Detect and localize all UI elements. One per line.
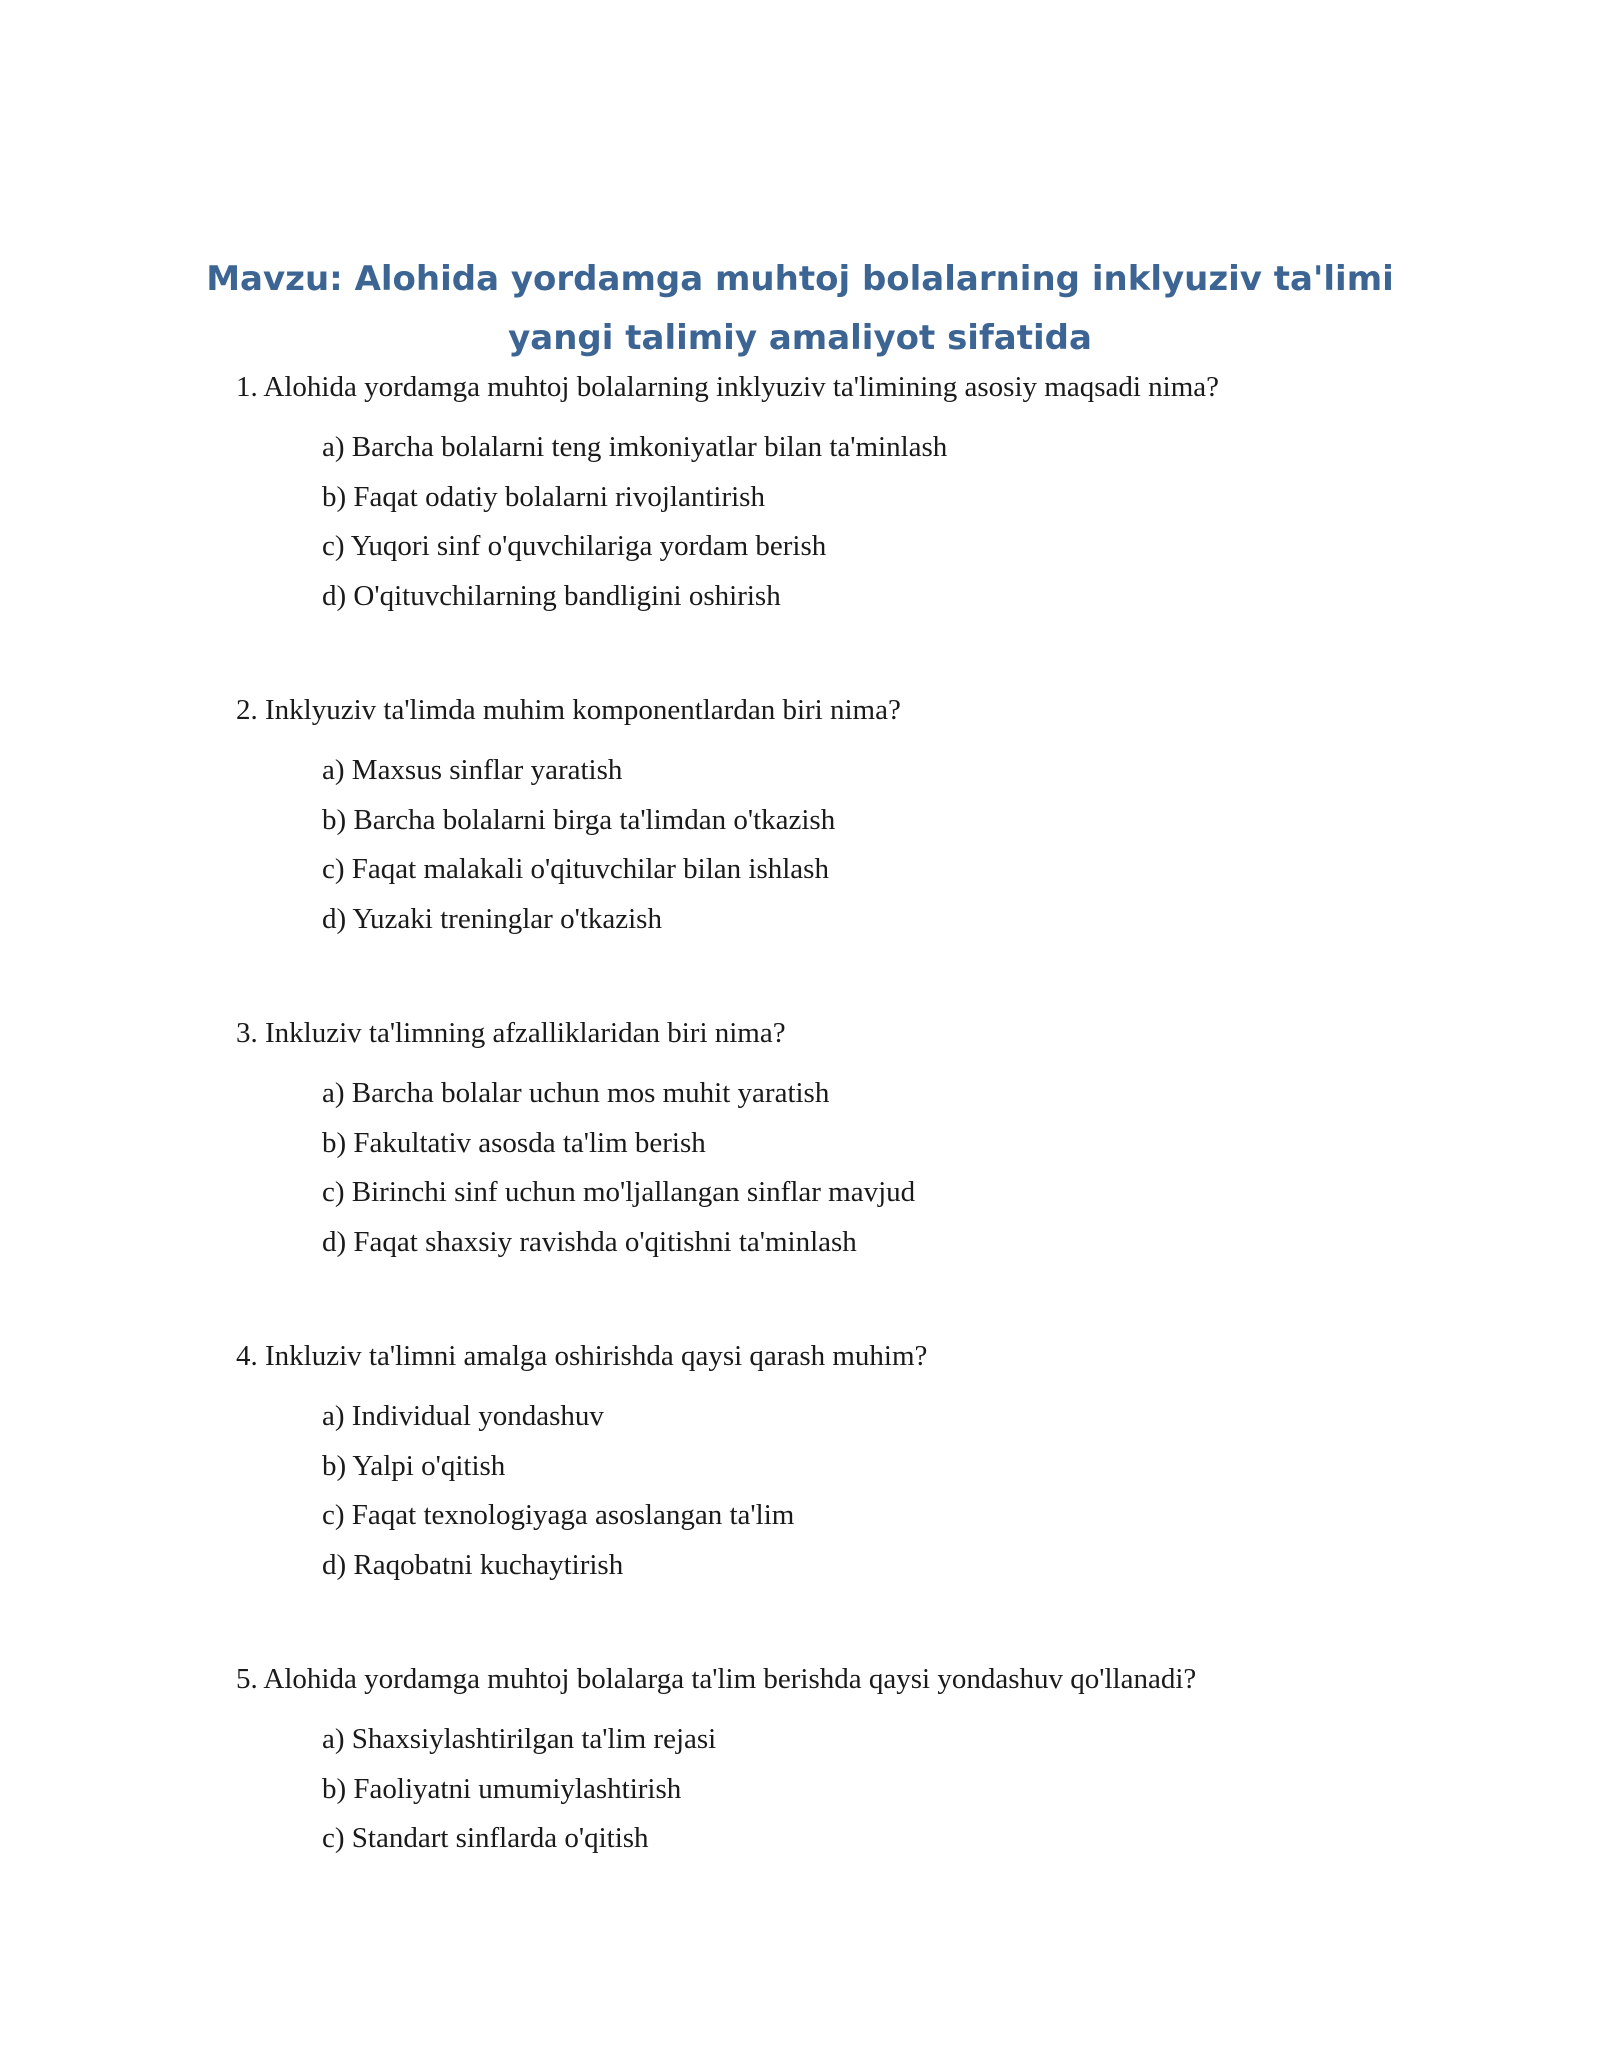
answer-option-b: b) Faqat odatiy bolalarni rivojlantirish: [322, 480, 765, 513]
answer-options: [236, 1069, 1436, 1267]
answer-option-a: a) Individual yondashuv: [322, 1400, 604, 1432]
question-list: [236, 367, 1436, 1982]
question-text: 1. Alohida yordamga muhtoj bolalarning inklyuziv ta'limining asosiy maqsadi nima?: [236, 371, 1220, 403]
answer-option-a: a) Maxsus sinflar yaratish: [322, 754, 623, 786]
answer-option-d: d) Yuzaki treninglar o'tkazish: [322, 902, 662, 935]
question-5: [236, 1659, 1436, 1982]
title-line-1: Mavzu: Alohida yordamga muhtoj bolalarning inklyuziv ta'limi: [206, 259, 1394, 299]
answer-option-c: c) Birinchi sinf uchun mo'ljallangan sinflar mavjud: [322, 1176, 916, 1208]
answer-option-d: d) Faqat shaxsiy ravishda o'qitishni ta'minlash: [322, 1225, 857, 1258]
title-line-2: yangi talimiy amaliyot sifatida: [508, 318, 1092, 358]
question-text: 4. Inkluziv ta'limni amalga oshirishda qaysi qarash muhim?: [236, 1340, 928, 1372]
answer-option-c: c) Yuqori sinf o'quvchilariga yordam berish: [322, 530, 827, 562]
answer-option-b: b) Barcha bolalarni birga ta'limdan o'tkazish: [322, 803, 836, 836]
answer-option-c: c) Faqat texnologiyaga asoslangan ta'lim: [322, 1499, 795, 1531]
answer-option-d: d) O'qituvchilarning bandligini oshirish: [322, 579, 781, 612]
answer-option-b: b) Yalpi o'qitish: [322, 1449, 506, 1482]
answer-options: [236, 1392, 1436, 1590]
answer-options: [236, 1715, 1436, 1864]
answer-option-c: c) Faqat malakali o'qituvchilar bilan ishlash: [322, 853, 829, 885]
question-3: [236, 1013, 1436, 1336]
question-text: 2. Inklyuziv ta'limda muhim komponentlardan biri nima?: [236, 694, 901, 726]
answer-option-a: a) Barcha bolalar uchun mos muhit yaratish: [322, 1077, 830, 1109]
answer-options: [236, 423, 1436, 621]
document-title: [200, 250, 1400, 368]
answer-option-a: a) Barcha bolalarni teng imkoniyatlar bilan ta'minlash: [322, 431, 948, 463]
answer-option-b: b) Fakultativ asosda ta'lim berish: [322, 1126, 706, 1159]
question-text: 5. Alohida yordamga muhtoj bolalarga ta'lim berishda qaysi yondashuv qo'llanadi?: [236, 1663, 1197, 1695]
answer-option-c: c) Standart sinflarda o'qitish: [322, 1822, 649, 1854]
answer-options: [236, 746, 1436, 944]
answer-option-d: d) Raqobatni kuchaytirish: [322, 1548, 624, 1581]
answer-option-b: b) Faoliyatni umumiylashtirish: [322, 1772, 682, 1805]
answer-option-a: a) Shaxsiylashtirilgan ta'lim rejasi: [322, 1723, 717, 1755]
question-2: [236, 690, 1436, 1013]
question-4: [236, 1336, 1436, 1659]
question-1: [236, 367, 1436, 690]
question-text: 3. Inkluziv ta'limning afzalliklaridan biri nima?: [236, 1017, 786, 1049]
